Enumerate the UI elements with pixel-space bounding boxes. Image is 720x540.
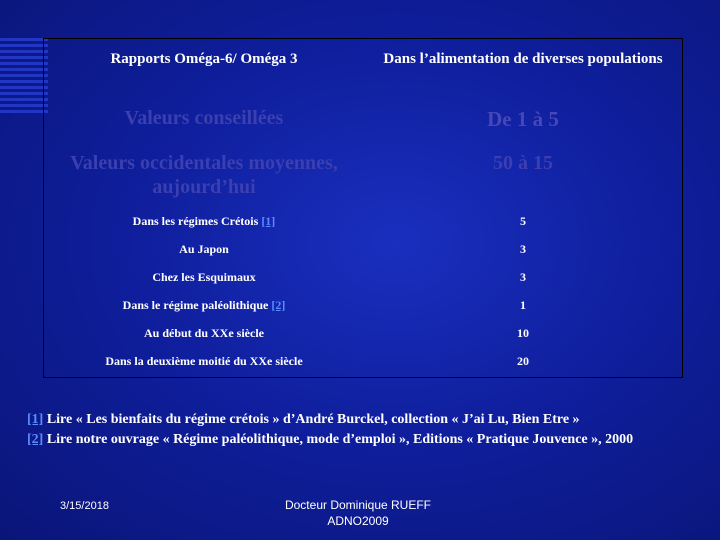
slide-author <box>268 497 448 529</box>
western-values-row <box>44 149 682 209</box>
footnote-ref-1[interactable]: [1] <box>27 412 44 427</box>
row-label <box>44 293 364 321</box>
footnote-link-2[interactable]: [2] <box>271 298 286 312</box>
slide-date: 3/15/2018 <box>60 500 109 512</box>
row-value: 20 <box>517 354 529 368</box>
row-label-text: Dans les régimes Crétois <box>132 214 262 228</box>
row-value: 3 <box>520 242 526 256</box>
footnote-text-2: Lire notre ouvrage « Régime paléolithique, mode d’emploi », Editions « Pratique Jouvence », 2000 <box>43 432 634 447</box>
recommended-label: Valeurs conseillées <box>124 107 284 129</box>
footnote-ref-2[interactable]: [2] <box>27 432 44 447</box>
table-header-row <box>44 39 682 101</box>
table-row <box>44 237 682 265</box>
recommended-values-row <box>44 101 682 149</box>
recommended-value: De 1 à 5 <box>487 107 559 131</box>
table-row <box>44 209 682 237</box>
footnote-link-1[interactable]: [1] <box>261 214 276 228</box>
header-col2: Dans l’alimentation de diverses populations <box>383 51 663 67</box>
row-label: Au début du XXe siècle <box>143 326 264 340</box>
row-label: Chez les Esquimaux <box>152 270 256 284</box>
decorative-stripes <box>0 38 48 116</box>
row-value: 1 <box>520 298 526 312</box>
omega-ratio-table <box>43 38 683 378</box>
author-name: Docteur Dominique RUEFF <box>284 498 432 512</box>
row-value: 3 <box>520 270 526 284</box>
table-row <box>44 321 682 349</box>
ratio-table <box>44 39 682 377</box>
author-org: ADNO2009 <box>327 514 389 528</box>
row-value: 10 <box>517 326 529 340</box>
table-row <box>44 293 682 321</box>
table-row <box>44 349 682 377</box>
footnotes <box>27 410 677 450</box>
row-label <box>44 209 364 237</box>
footnote-text-1: Lire « Les bienfaits du régime crétois » d’André Burckel, collection « J’ai Lu, Bien Etre » <box>43 412 580 427</box>
footnote-2 <box>27 430 677 450</box>
row-label-text: Dans le régime paléolithique <box>122 298 272 312</box>
row-value: 5 <box>520 214 526 228</box>
row-label: Dans la deuxième moitié du XXe siècle <box>105 354 303 368</box>
table-row <box>44 265 682 293</box>
western-value: 50 à 15 <box>493 152 553 174</box>
footnote-1 <box>27 410 677 430</box>
western-label: Valeurs occidentales moyennes, aujourd’hui <box>70 152 338 198</box>
row-label: Au Japon <box>179 242 229 256</box>
header-col1: Rapports Oméga-6/ Oméga 3 <box>110 51 298 67</box>
